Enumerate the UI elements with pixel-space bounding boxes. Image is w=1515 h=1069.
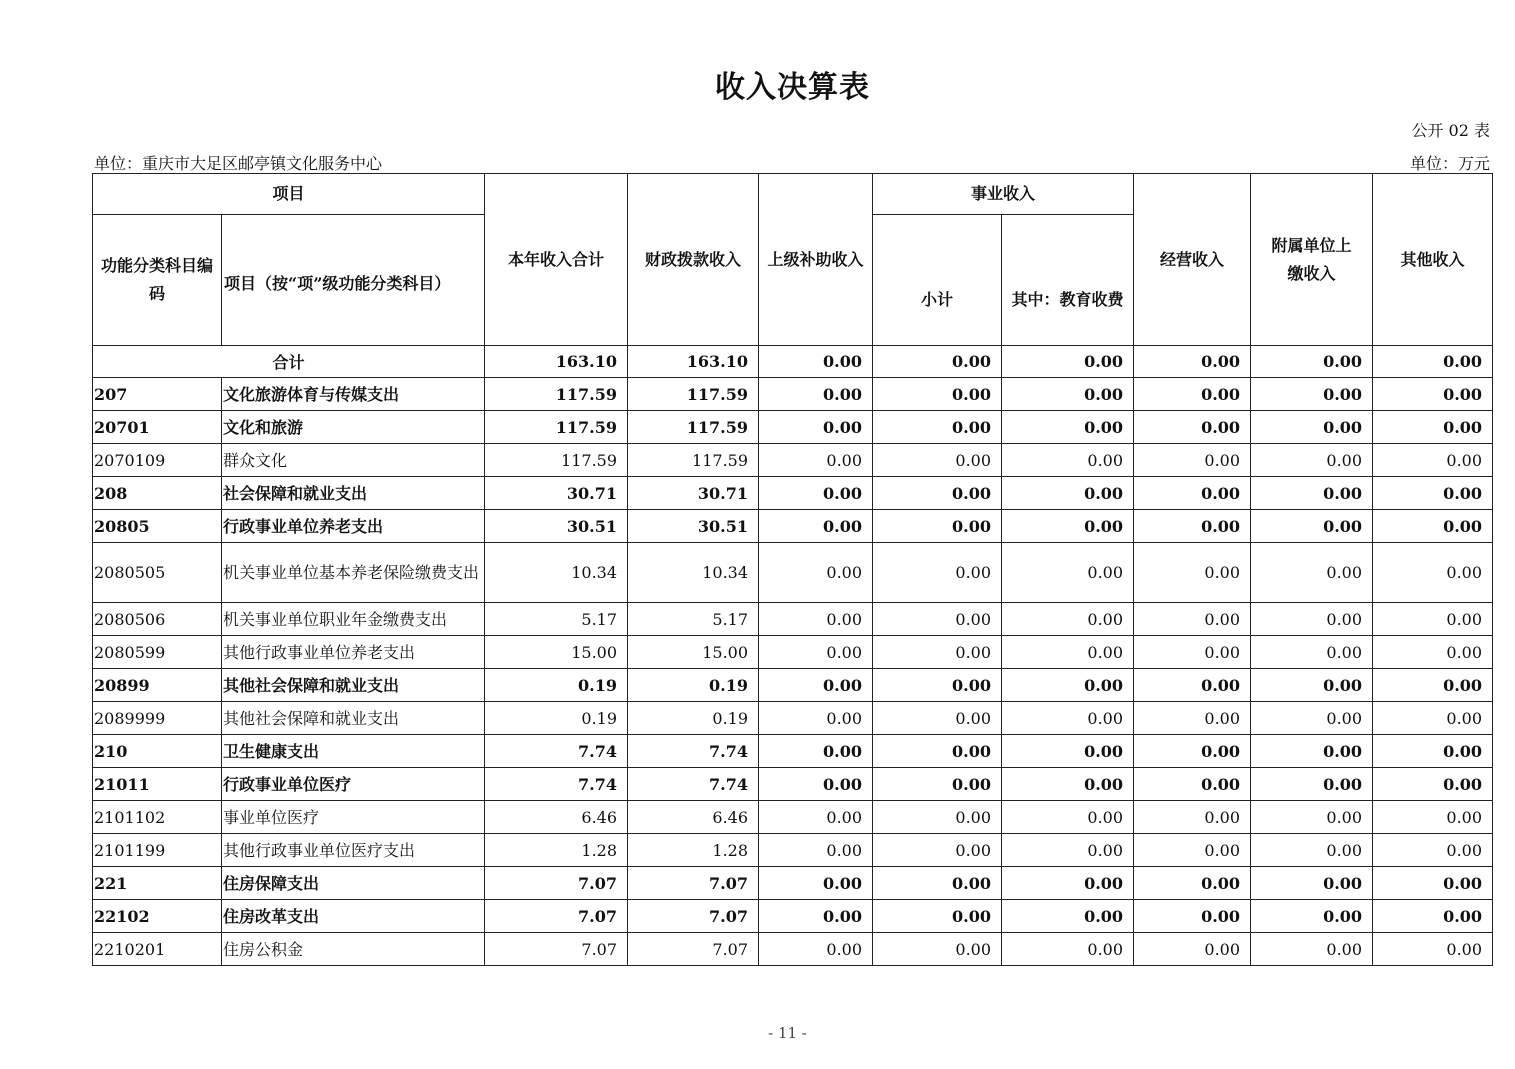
row-value: 0.00	[759, 543, 873, 603]
row-value: 0.00	[873, 933, 1002, 966]
row-code: 2101102	[93, 801, 222, 834]
total-value: 163.10	[628, 346, 759, 378]
row-value: 0.00	[1373, 768, 1493, 801]
row-value: 30.71	[485, 477, 628, 510]
row-value: 117.59	[485, 378, 628, 411]
row-name: 卫生健康支出	[222, 735, 485, 768]
row-code: 2080599	[93, 636, 222, 669]
row-value: 0.00	[1002, 477, 1134, 510]
total-value: 0.00	[1134, 346, 1251, 378]
row-value: 0.19	[485, 669, 628, 702]
table-row	[93, 735, 1493, 768]
row-value: 1.28	[628, 834, 759, 867]
row-name: 住房改革支出	[222, 900, 485, 933]
row-value: 7.74	[628, 768, 759, 801]
row-value: 0.00	[759, 735, 873, 768]
row-value: 0.00	[1134, 669, 1251, 702]
page-title: 收入决算表	[715, 70, 870, 105]
row-name: 其他行政事业单位医疗支出	[222, 834, 485, 867]
row-value: 117.59	[628, 411, 759, 444]
row-value: 0.00	[1002, 702, 1134, 735]
row-value: 0.00	[873, 669, 1002, 702]
row-value: 7.07	[485, 900, 628, 933]
row-value: 0.00	[1251, 543, 1373, 603]
row-value: 0.00	[873, 867, 1002, 900]
row-value: 0.00	[873, 603, 1002, 636]
row-code: 2101199	[93, 834, 222, 867]
row-value: 0.00	[1134, 636, 1251, 669]
row-code: 2080505	[93, 543, 222, 603]
row-value: 6.46	[485, 801, 628, 834]
header-name: 项目（按“项”级功能分类科目）	[222, 215, 485, 346]
row-code: 21011	[93, 768, 222, 801]
row-value: 0.00	[873, 768, 1002, 801]
row-value: 0.00	[873, 702, 1002, 735]
row-value: 117.59	[628, 378, 759, 411]
header-superior: 上级补助收入	[759, 174, 873, 346]
row-value: 0.00	[759, 933, 873, 966]
header-affiliated: 附属单位上缴收入	[1251, 174, 1373, 346]
header-education: 其中：教育收费	[1002, 215, 1134, 346]
header-operating: 经营收入	[1134, 174, 1251, 346]
table-row	[93, 801, 1493, 834]
row-code: 208	[93, 477, 222, 510]
row-value: 0.19	[628, 669, 759, 702]
row-value: 0.00	[759, 378, 873, 411]
row-value: 0.00	[1251, 900, 1373, 933]
row-value: 0.00	[1002, 933, 1134, 966]
row-value: 0.00	[1373, 378, 1493, 411]
row-value: 0.00	[1134, 867, 1251, 900]
header-other: 其他收入	[1373, 174, 1493, 346]
row-value: 0.00	[759, 444, 873, 477]
row-value: 0.00	[1373, 834, 1493, 867]
row-value: 0.00	[1251, 834, 1373, 867]
row-value: 0.00	[1251, 933, 1373, 966]
row-value: 0.00	[1373, 444, 1493, 477]
table-row	[93, 669, 1493, 702]
row-value: 7.07	[485, 867, 628, 900]
row-value: 117.59	[628, 444, 759, 477]
row-value: 0.19	[485, 702, 628, 735]
row-code: 2089999	[93, 702, 222, 735]
row-value: 117.59	[485, 411, 628, 444]
row-code: 221	[93, 867, 222, 900]
table-row	[93, 702, 1493, 735]
table-row	[93, 768, 1493, 801]
row-name: 其他社会保障和就业支出	[222, 669, 485, 702]
row-value: 0.00	[1251, 867, 1373, 900]
row-code: 20805	[93, 510, 222, 543]
row-value: 0.00	[1002, 543, 1134, 603]
table-row	[93, 444, 1493, 477]
row-value: 0.00	[1373, 510, 1493, 543]
row-value: 0.00	[1373, 543, 1493, 603]
total-value: 0.00	[873, 346, 1002, 378]
total-value: 0.00	[1373, 346, 1493, 378]
row-value: 0.00	[1002, 444, 1134, 477]
row-value: 0.00	[873, 543, 1002, 603]
row-value: 0.00	[1251, 735, 1373, 768]
row-name: 文化和旅游	[222, 411, 485, 444]
header-business: 事业收入	[873, 174, 1134, 215]
row-value: 0.00	[873, 411, 1002, 444]
row-value: 7.74	[485, 768, 628, 801]
table-row	[93, 543, 1493, 603]
row-value: 0.00	[759, 669, 873, 702]
table-row	[93, 378, 1493, 411]
row-code: 2210201	[93, 933, 222, 966]
row-value: 0.00	[873, 444, 1002, 477]
row-value: 0.00	[873, 801, 1002, 834]
row-value: 117.59	[485, 444, 628, 477]
unit-organization: 单位：重庆市大足区邮亭镇文化服务中心	[94, 154, 383, 173]
row-value: 0.00	[1134, 933, 1251, 966]
row-value: 0.00	[1134, 900, 1251, 933]
row-name: 机关事业单位基本养老保险缴费支出	[222, 543, 485, 603]
row-value: 0.00	[1251, 702, 1373, 735]
row-value: 0.00	[873, 378, 1002, 411]
row-value: 0.00	[759, 834, 873, 867]
table-row	[93, 834, 1493, 867]
row-value: 0.00	[759, 900, 873, 933]
row-name: 住房保障支出	[222, 867, 485, 900]
row-value: 0.00	[1251, 768, 1373, 801]
row-value: 0.00	[873, 477, 1002, 510]
row-name: 其他行政事业单位养老支出	[222, 636, 485, 669]
row-name: 社会保障和就业支出	[222, 477, 485, 510]
row-value: 0.00	[1251, 411, 1373, 444]
row-value: 15.00	[628, 636, 759, 669]
row-value: 0.00	[1251, 636, 1373, 669]
row-value: 0.00	[1002, 801, 1134, 834]
row-value: 0.00	[1373, 636, 1493, 669]
row-value: 0.00	[873, 636, 1002, 669]
row-value: 0.00	[1002, 834, 1134, 867]
row-value: 0.00	[1251, 378, 1373, 411]
row-value: 7.07	[628, 867, 759, 900]
row-value: 0.00	[1002, 735, 1134, 768]
row-value: 7.07	[628, 900, 759, 933]
header-total-income: 本年收入合计	[485, 174, 628, 346]
row-value: 0.00	[1134, 510, 1251, 543]
table-row	[93, 867, 1493, 900]
row-value: 0.00	[1373, 669, 1493, 702]
row-value: 30.71	[628, 477, 759, 510]
table-row	[93, 933, 1493, 966]
row-value: 0.00	[1251, 669, 1373, 702]
total-value: 0.00	[1251, 346, 1373, 378]
row-value: 10.34	[485, 543, 628, 603]
unit-currency: 单位：万元	[1409, 154, 1490, 173]
row-value: 0.00	[1251, 801, 1373, 834]
row-code: 20899	[93, 669, 222, 702]
row-value: 0.00	[759, 411, 873, 444]
row-value: 0.00	[1002, 411, 1134, 444]
row-value: 0.00	[759, 510, 873, 543]
row-value: 0.00	[1134, 411, 1251, 444]
total-value: 0.00	[1002, 346, 1134, 378]
row-value: 0.00	[1373, 477, 1493, 510]
row-value: 0.00	[1002, 900, 1134, 933]
row-value: 5.17	[628, 603, 759, 636]
row-value: 0.00	[1134, 444, 1251, 477]
row-code: 2080506	[93, 603, 222, 636]
row-name: 其他社会保障和就业支出	[222, 702, 485, 735]
row-value: 6.46	[628, 801, 759, 834]
row-name: 群众文化	[222, 444, 485, 477]
row-name: 行政事业单位医疗	[222, 768, 485, 801]
row-value: 0.00	[1134, 702, 1251, 735]
row-value: 5.17	[485, 603, 628, 636]
row-value: 0.19	[628, 702, 759, 735]
header-fiscal: 财政拨款收入	[628, 174, 759, 346]
row-value: 0.00	[1002, 603, 1134, 636]
page-number: - 11 -	[768, 1024, 807, 1042]
row-value: 30.51	[628, 510, 759, 543]
row-value: 0.00	[759, 702, 873, 735]
row-name: 住房公积金	[222, 933, 485, 966]
row-name: 行政事业单位养老支出	[222, 510, 485, 543]
row-code: 2070109	[93, 444, 222, 477]
header-code: 功能分类科目编码	[93, 215, 222, 346]
row-code: 210	[93, 735, 222, 768]
row-value: 0.00	[1373, 900, 1493, 933]
row-value: 0.00	[873, 900, 1002, 933]
row-value: 0.00	[759, 768, 873, 801]
row-value: 30.51	[485, 510, 628, 543]
row-value: 10.34	[628, 543, 759, 603]
row-value: 0.00	[1002, 768, 1134, 801]
row-value: 0.00	[1251, 477, 1373, 510]
row-value: 0.00	[1373, 933, 1493, 966]
row-value: 0.00	[1002, 669, 1134, 702]
row-value: 1.28	[485, 834, 628, 867]
row-value: 0.00	[1251, 444, 1373, 477]
table-row	[93, 636, 1493, 669]
header-project: 项目	[93, 174, 485, 215]
row-value: 0.00	[1002, 867, 1134, 900]
row-value: 0.00	[873, 735, 1002, 768]
row-value: 0.00	[1134, 834, 1251, 867]
row-value: 0.00	[1134, 477, 1251, 510]
row-value: 0.00	[1002, 510, 1134, 543]
row-value: 0.00	[1373, 735, 1493, 768]
row-name: 机关事业单位职业年金缴费支出	[222, 603, 485, 636]
row-value: 7.74	[628, 735, 759, 768]
row-value: 0.00	[1134, 801, 1251, 834]
row-value: 0.00	[1002, 636, 1134, 669]
table-row	[93, 900, 1493, 933]
row-value: 0.00	[759, 867, 873, 900]
row-value: 0.00	[1134, 378, 1251, 411]
row-value: 7.07	[485, 933, 628, 966]
row-value: 0.00	[759, 801, 873, 834]
row-value: 0.00	[1251, 603, 1373, 636]
row-name: 事业单位医疗	[222, 801, 485, 834]
row-value: 0.00	[1373, 801, 1493, 834]
total-value: 163.10	[485, 346, 628, 378]
row-value: 0.00	[1134, 543, 1251, 603]
total-value: 0.00	[759, 346, 873, 378]
table-number: 公开 02 表	[1411, 121, 1490, 140]
table-row	[93, 603, 1493, 636]
row-value: 0.00	[759, 477, 873, 510]
row-value: 0.00	[1373, 867, 1493, 900]
row-value: 0.00	[759, 603, 873, 636]
table-row	[93, 477, 1493, 510]
row-value: 0.00	[873, 510, 1002, 543]
income-table	[92, 173, 1493, 966]
row-value: 7.74	[485, 735, 628, 768]
row-value: 0.00	[1134, 735, 1251, 768]
table-row	[93, 510, 1493, 543]
total-row	[93, 346, 1493, 378]
row-code: 207	[93, 378, 222, 411]
row-value: 0.00	[873, 834, 1002, 867]
row-value: 0.00	[1373, 603, 1493, 636]
row-value: 0.00	[759, 636, 873, 669]
row-name: 文化旅游体育与传媒支出	[222, 378, 485, 411]
total-label: 合计	[93, 346, 485, 378]
row-code: 22102	[93, 900, 222, 933]
row-value: 0.00	[1134, 768, 1251, 801]
header-subtotal: 小计	[873, 215, 1002, 346]
row-value: 0.00	[1251, 510, 1373, 543]
row-value: 0.00	[1002, 378, 1134, 411]
row-value: 7.07	[628, 933, 759, 966]
row-value: 0.00	[1134, 603, 1251, 636]
row-value: 15.00	[485, 636, 628, 669]
table-row	[93, 411, 1493, 444]
row-value: 0.00	[1373, 702, 1493, 735]
row-code: 20701	[93, 411, 222, 444]
row-value: 0.00	[1373, 411, 1493, 444]
